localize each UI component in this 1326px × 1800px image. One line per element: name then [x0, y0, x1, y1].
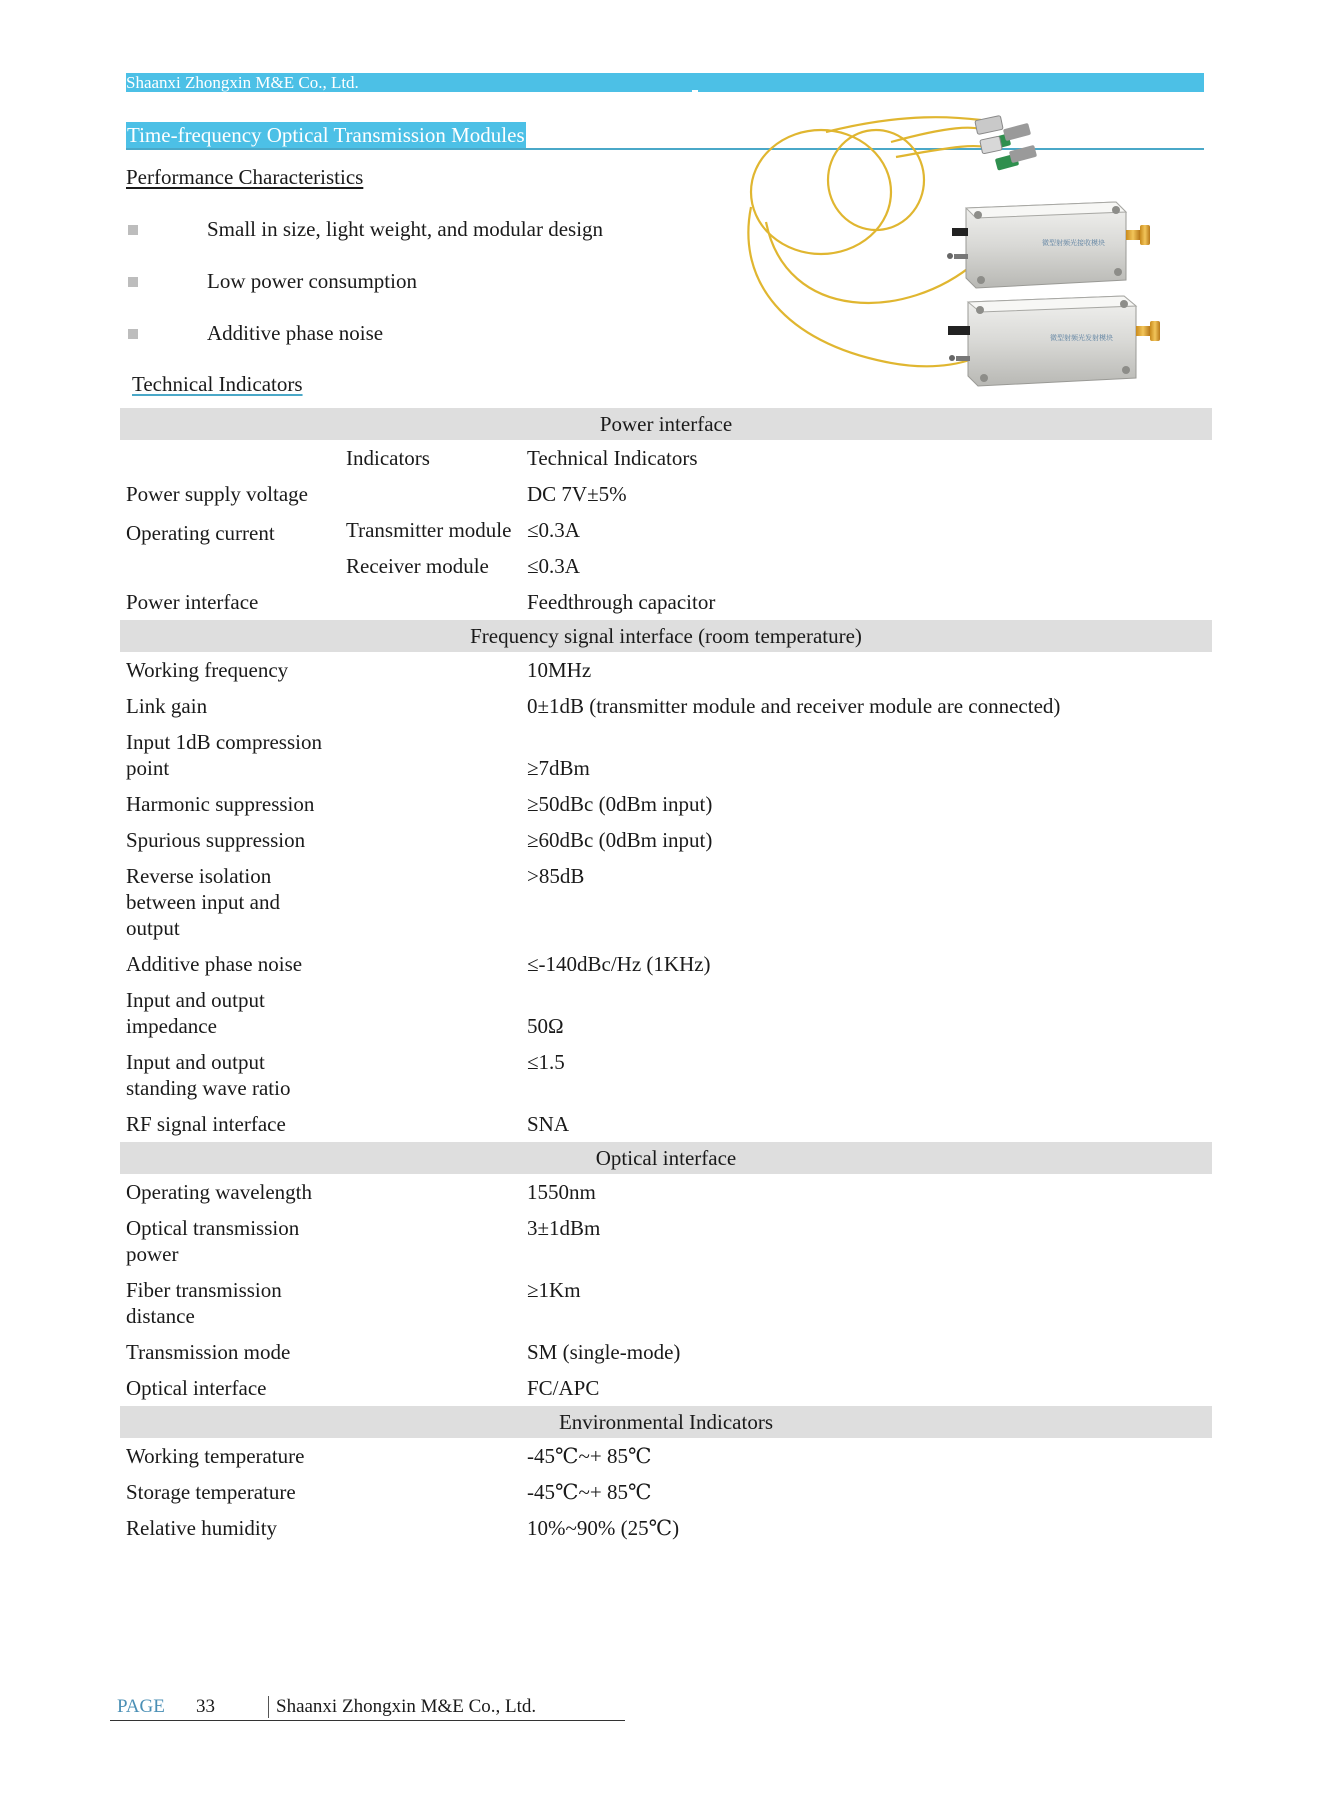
table-row: [120, 822, 1212, 858]
row-value: Feedthrough capacitor: [527, 590, 716, 614]
row-value: ≥60dBc (0dBm input): [527, 828, 713, 852]
table-row: [120, 1210, 1212, 1272]
row-value: 50Ω: [527, 1014, 564, 1038]
table-row: [120, 1142, 1212, 1174]
row-value: SM (single-mode): [527, 1340, 681, 1364]
row-sublabel: Receiver module: [346, 554, 489, 578]
row-label: Power interface: [126, 590, 259, 614]
table-row: [120, 1438, 1212, 1474]
table-row: [120, 724, 1212, 786]
product-image: [726, 112, 1196, 408]
table-row: [120, 1334, 1212, 1370]
table-row: [120, 858, 1212, 946]
header-notch: [692, 90, 698, 92]
table-row: [120, 1370, 1212, 1406]
row-value: ≥50dBc (0dBm input): [527, 792, 713, 816]
table-row: [120, 652, 1212, 688]
table-row: [120, 512, 1212, 548]
row-value: DC 7V±5%: [527, 482, 627, 506]
technical-heading: Technical Indicators: [132, 372, 303, 396]
table-row: [120, 1272, 1212, 1334]
footer-page-label: PAGE: [117, 1696, 165, 1717]
row-value: 10MHz: [527, 658, 592, 682]
table-row: [120, 584, 1212, 620]
table-row: [120, 688, 1212, 724]
row-label: Input and output impedance: [126, 988, 265, 1038]
bullet-square-icon: [128, 225, 138, 235]
table-row: [120, 408, 1212, 440]
row-label: Optical transmission power: [126, 1216, 300, 1266]
table-row: [120, 1044, 1212, 1106]
column-header-technical: Technical Indicators: [527, 446, 698, 470]
table-row: [120, 982, 1212, 1044]
row-value: ≤-140dBc/Hz (1KHz): [527, 952, 711, 976]
table-row: [120, 1106, 1212, 1142]
spec-table: [120, 408, 1212, 1546]
row-value: SNA: [527, 1112, 570, 1136]
table-row: [120, 786, 1212, 822]
bullet-square-icon: [128, 329, 138, 339]
footer-company: Shaanxi Zhongxin M&E Co., Ltd.: [276, 1696, 537, 1717]
row-label: Power supply voltage: [126, 482, 308, 506]
row-value: -45℃~+ 85℃: [527, 1444, 652, 1468]
row-value: ≥1Km: [527, 1278, 581, 1302]
table-row: [120, 476, 1212, 512]
bullet-square-icon: [128, 277, 138, 287]
row-label: Relative humidity: [126, 1516, 278, 1540]
band-power-interface: Power interface: [120, 408, 1212, 440]
row-label: Transmission mode: [126, 1340, 291, 1364]
list-item-text: Small in size, light weight, and modular design: [207, 217, 604, 241]
table-row: [120, 440, 1212, 476]
row-label: Input 1dB compression point: [126, 730, 322, 780]
band-environmental: Environmental Indicators: [120, 1406, 1212, 1438]
row-label: Link gain: [126, 694, 208, 718]
row-value: 0±1dB (transmitter module and receiver module are connected): [527, 694, 1061, 718]
page-footer: [110, 1694, 625, 1721]
table-row: [120, 1406, 1212, 1438]
row-label: Spurious suppression: [126, 828, 306, 852]
row-value: ≤0.3A: [527, 554, 580, 578]
row-label: Fiber transmission distance: [126, 1278, 282, 1328]
row-label: Storage temperature: [126, 1480, 296, 1504]
fc-connector-icon: [975, 115, 1037, 170]
row-label: Operating wavelength: [126, 1180, 313, 1204]
table-row: [120, 1174, 1212, 1210]
receiver-module-image: [947, 202, 1150, 288]
row-label: Operating current: [126, 521, 275, 545]
header-company: Shaanxi Zhongxin M&E Co., Ltd.: [126, 73, 359, 92]
row-label: Working frequency: [126, 658, 289, 682]
row-value: FC/APC: [527, 1376, 600, 1400]
list-item-text: Low power consumption: [207, 269, 417, 293]
row-value: 3±1dBm: [527, 1216, 601, 1240]
row-label: Working temperature: [126, 1444, 305, 1468]
row-label: RF signal interface: [126, 1112, 286, 1136]
row-value: ≤1.5: [527, 1050, 565, 1074]
row-value: >85dB: [527, 864, 585, 888]
table-row: [120, 1510, 1212, 1546]
row-value: 10%~90% (25℃): [527, 1516, 680, 1540]
table-row: [120, 1474, 1212, 1510]
row-value: -45℃~+ 85℃: [527, 1480, 652, 1504]
performance-heading: Performance Characteristics: [126, 165, 364, 189]
footer-page-number: 33: [196, 1696, 215, 1717]
row-value: ≥7dBm: [527, 756, 590, 780]
row-label: Additive phase noise: [126, 952, 303, 976]
row-label: Harmonic suppression: [126, 792, 315, 816]
header-bar: [126, 73, 1204, 92]
band-frequency-interface: Frequency signal interface (room temperature): [120, 620, 1212, 652]
row-label: Optical interface: [126, 1376, 267, 1400]
row-label: Reverse isolation between input and output: [126, 864, 280, 940]
table-row: [120, 946, 1212, 982]
list-item-text: Additive phase noise: [207, 321, 384, 345]
row-value: 1550nm: [527, 1180, 596, 1204]
section-title: Time-frequency Optical Transmission Modules: [127, 123, 525, 147]
band-optical-interface: Optical interface: [120, 1142, 1212, 1174]
receiver-module-label: 微型射频光接收模块: [1042, 239, 1105, 247]
row-sublabel: Transmitter module: [346, 518, 512, 542]
footer-divider: [268, 1696, 269, 1718]
row-label: Input and output standing wave ratio: [126, 1050, 291, 1100]
table-row: [120, 620, 1212, 652]
row-value: ≤0.3A: [527, 518, 580, 542]
transmitter-module-image: [948, 296, 1160, 386]
transmitter-module-label: 微型射频光发射模块: [1050, 334, 1113, 342]
column-header-indicators: Indicators: [346, 446, 430, 470]
